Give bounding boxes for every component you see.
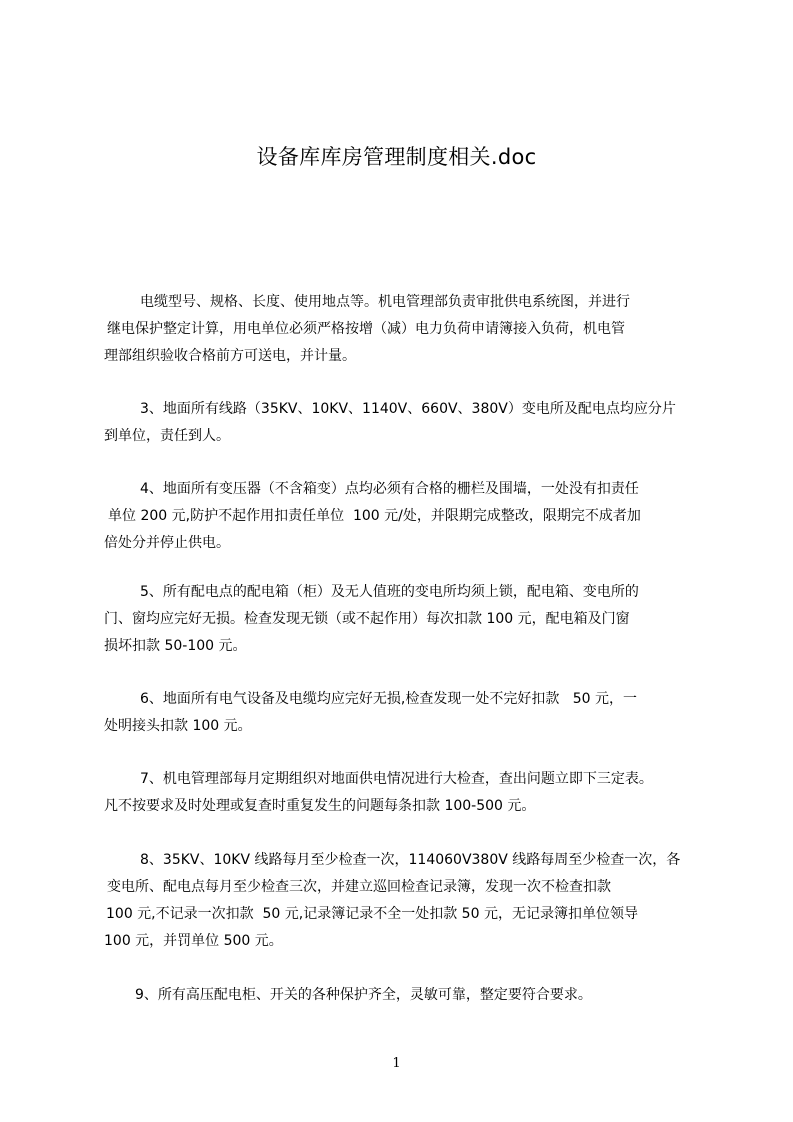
paragraph-5-line-3: 损坏扣款 50-100 元。: [104, 638, 247, 654]
paragraph-4-line-2: 单位 200 元,防护不起作用扣责任单位 100 元/处，并限期完成整改，限期完不成者加: [108, 508, 641, 524]
paragraph-7-line-2: 凡不按要求及时处理或复查时重复发生的问题每条扣款 100-500 元。: [104, 798, 536, 814]
paragraph-5-line-1: 5、所有配电点的配电箱（柜）及无人值班的变电所均须上锁，配电箱、变电所的: [140, 584, 639, 600]
paragraph-7-line-1: 7、机电管理部每月定期组织对地面供电情况进行大检查，查出问题立即下三定表。: [140, 771, 653, 787]
paragraph-1-line-1: 电缆型号、规格、长度、使用地点等。机电管理部负责审批供电系统图，并进行: [140, 294, 630, 310]
paragraph-3-line-2: 到单位，责任到人。: [104, 428, 230, 444]
paragraph-8-line-3: 100 元,不记录一次扣款 50 元,记录簿记录不全一处扣款 50 元，无记录簿扣单位领导: [106, 906, 638, 922]
paragraph-8-line-4: 100 元，并罚单位 500 元。: [104, 933, 283, 949]
paragraph-4-line-1: 4、地面所有变压器（不含箱变）点均必须有合格的栅栏及围墙，一处没有扣责任: [140, 481, 639, 497]
paragraph-1-line-2: 继电保护整定计算，用电单位必须严格按增（减）电力负荷申请簿接入负荷，机电管: [107, 321, 625, 337]
paragraph-6-line-1: 6、地面所有电气设备及电缆均应完好无损,检查发现一处不完好扣款 50 元，一: [140, 691, 637, 707]
paragraph-1-line-3: 理部组织验收合格前方可送电，并计量。: [104, 348, 356, 364]
paragraph-5-line-2: 门、窗均应完好无损。检查发现无锁（或不起作用）每次扣款 100 元，配电箱及门窗: [104, 611, 630, 627]
paragraph-8-line-2: 变电所、配电点每月至少检查三次，并建立巡回检查记录簿，发现一次不检查扣款: [107, 879, 611, 895]
paragraph-9-line-1: 9、所有高压配电柜、开关的各种保护齐全，灵敏可靠，整定要符合要求。: [135, 987, 592, 1003]
page-number: 1: [392, 1056, 401, 1071]
paragraph-4-line-3: 倍处分并停止供电。: [104, 535, 230, 551]
document-title: 设备库库房管理制度相关.doc: [256, 145, 537, 169]
paragraph-6-line-2: 处明接头扣款 100 元。: [104, 718, 252, 734]
paragraph-3-line-1: 3、地面所有线路（35KV、10KV、1140V、660V、380V）变电所及配电点均应分片: [140, 401, 676, 417]
paragraph-8-line-1: 8、35KV、10KV 线路每月至少检查一次，114060V380V 线路每周至少检查一次，各: [140, 852, 681, 868]
